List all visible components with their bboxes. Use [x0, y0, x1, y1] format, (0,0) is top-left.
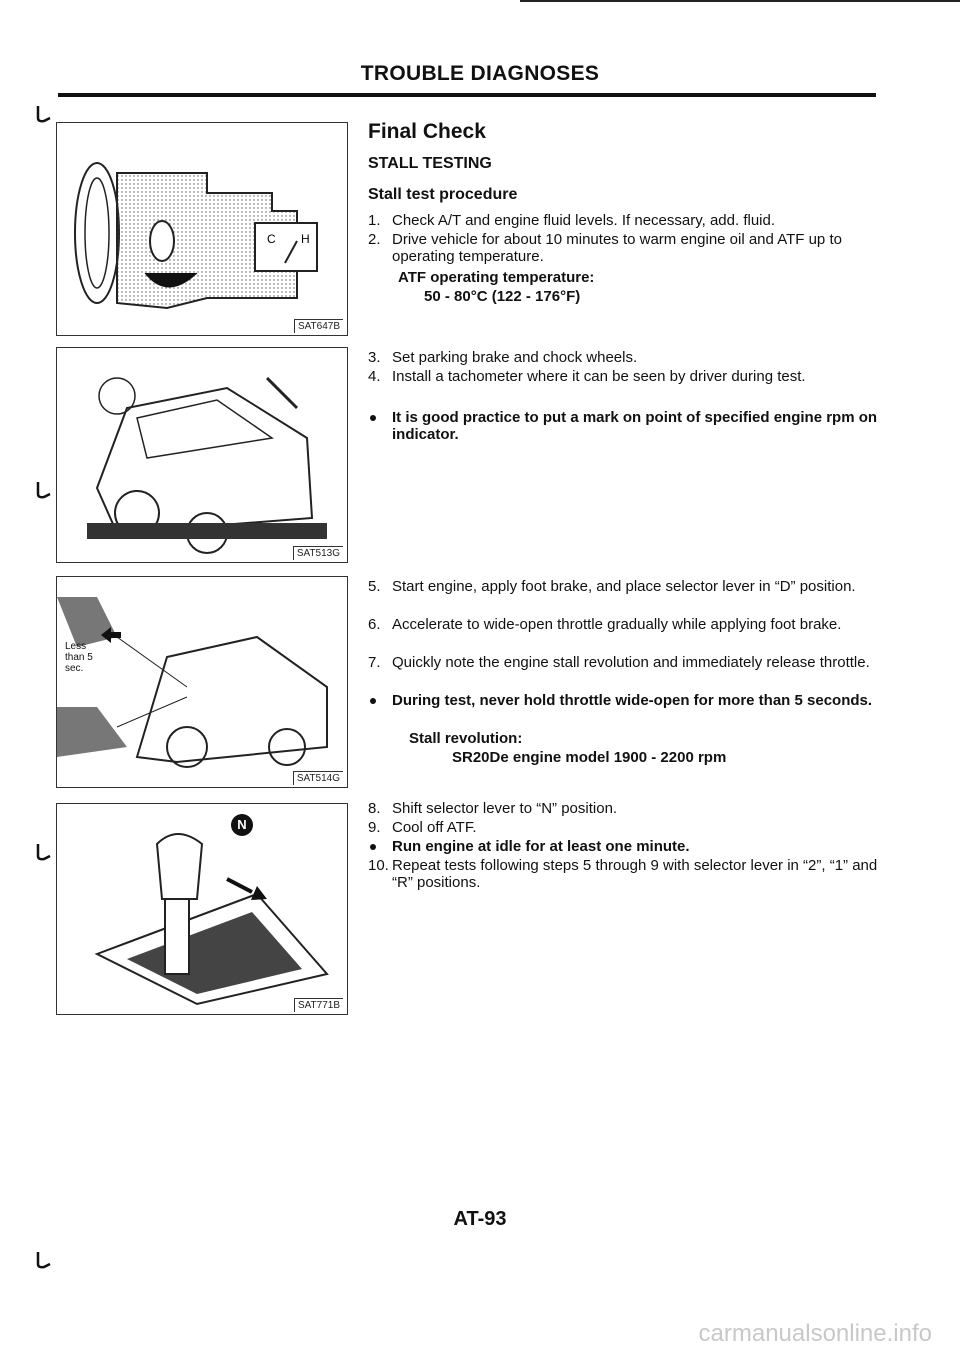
stall-throttle-illustration [57, 577, 347, 787]
page-number: AT-93 [453, 1208, 507, 1230]
binder-mark [36, 842, 52, 862]
step-text: Shift selector lever to “N” position. [392, 800, 618, 817]
atf-temp-label: ATF operating temperature: [398, 269, 595, 286]
neutral-position-badge: N [231, 814, 253, 836]
note-text: Run engine at idle for at least one minute. [392, 838, 690, 855]
section-subtitle: STALL TESTING [368, 155, 492, 172]
selector-lever-illustration [57, 804, 347, 1014]
bullet-icon [370, 844, 376, 850]
watermark-text: carmanualsonline.info [698, 1320, 932, 1347]
step-list-2 [368, 349, 878, 409]
stall-time-caption: Less than 5 sec. [65, 641, 93, 674]
step-list-1 [368, 212, 878, 265]
note-item [368, 692, 878, 732]
note-item [368, 409, 878, 449]
figure-code-label: SAT514G [293, 771, 343, 785]
step-text: Quickly note the engine stall revolution and immediately release throttle. [392, 654, 870, 671]
step-number: 9. [368, 819, 381, 836]
step-text: Drive vehicle for about 10 minutes to warm engine oil and ATF up to operating temperature. [392, 231, 842, 265]
note-text: During test, never hold throttle wide-open for more than 5 seconds. [392, 692, 873, 709]
binder-mark [36, 1250, 52, 1270]
step-list-5 [368, 857, 878, 897]
figure-selector-lever [56, 803, 348, 1015]
figure-car-wheel-chocks [56, 347, 348, 563]
step-number: 3. [368, 349, 381, 366]
step-number: 6. [368, 616, 381, 633]
atf-temp-value: 50 - 80°C (122 - 176°F) [424, 288, 581, 305]
figure-thermometer-illustration [56, 122, 348, 336]
step-text: Set parking brake and chock wheels. [392, 349, 638, 366]
step-text: Cool off ATF. [392, 819, 477, 836]
thermometer-illustration [57, 123, 347, 335]
step-text: Check A/T and engine fluid levels. If necessary, add. fluid. [392, 212, 775, 229]
gauge-h-label: H [301, 232, 310, 246]
step-text: Install a tachometer where it can be seen by driver during test. [392, 368, 806, 385]
step-number: 4. [368, 368, 381, 385]
page-header-title: TROUBLE DIAGNOSES [360, 62, 600, 85]
top-edge-line [520, 0, 960, 2]
step-number: 2. [368, 231, 381, 248]
step-number: 8. [368, 800, 381, 817]
step-number: 5. [368, 578, 381, 595]
procedure-title: Stall test procedure [368, 186, 518, 203]
step-text: Accelerate to wide-open throttle gradually while applying foot brake. [392, 616, 842, 633]
note-item [368, 838, 878, 858]
step-text: Repeat tests following steps 5 through 9 with selector lever in “2”, “1” and “R” positions. [392, 857, 878, 891]
step-number: 10. [368, 857, 389, 874]
figure-stall-throttle [56, 576, 348, 788]
stall-revolution-value: SR20De engine model 1900 - 2200 rpm [452, 749, 727, 766]
note-text: It is good practice to put a mark on point of specified engine rpm on indicator. [392, 409, 878, 443]
section-title: Final Check [368, 120, 486, 143]
gauge-c-label: C [267, 232, 276, 246]
figure-code-label: SAT771B [294, 998, 343, 1012]
bullet-icon [370, 415, 376, 421]
step-number: 1. [368, 212, 381, 229]
step-list-3 [368, 578, 878, 674]
figure-code-label: SAT513G [293, 546, 343, 560]
step-list-4 [368, 800, 878, 840]
car-wheel-chocks-illustration [57, 348, 347, 562]
step-number: 7. [368, 654, 381, 671]
binder-mark [36, 480, 52, 500]
figure-code-label: SAT647B [294, 319, 343, 333]
step-text: Start engine, apply foot brake, and place selector lever in “D” position. [392, 578, 856, 595]
bullet-icon [370, 698, 376, 704]
stall-revolution-label: Stall revolution: [409, 730, 523, 747]
binder-mark [36, 104, 52, 124]
header-rule [58, 93, 876, 97]
